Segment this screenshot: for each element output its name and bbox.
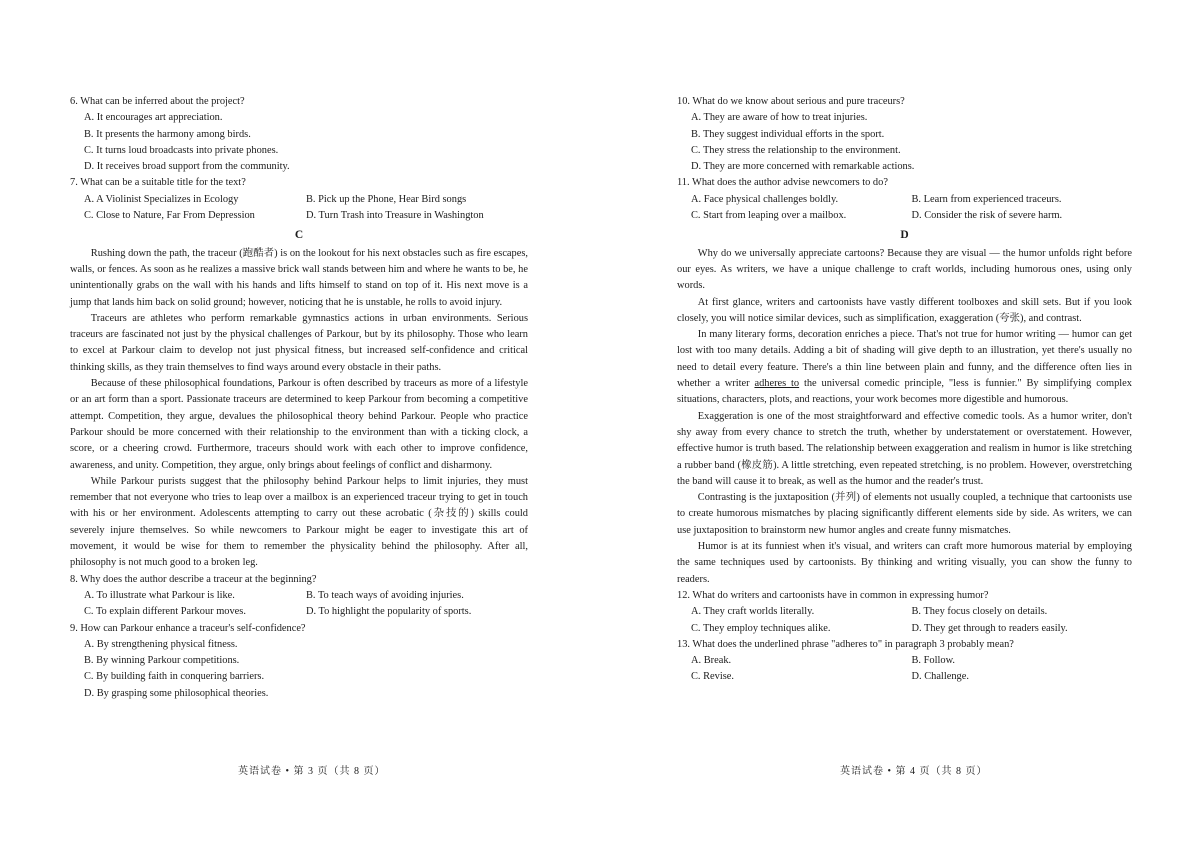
question-stem: 6. What can be inferred about the project? [70, 96, 245, 107]
option-d: D. By grasping some philosophical theories. [84, 687, 269, 699]
question-6 [70, 94, 528, 175]
paragraph-text: In many literary forms, decoration enriches a piece. That's not true for humor writing — humor can get lost with too many details. Adding a bit of shading will give depth to an illustration, yet there's usually no need to detail every feature. There's a thin line between plain and funny, and the difference often lies in whether a writer [677, 329, 1132, 390]
option-b: B. Learn from experienced traceurs. [911, 193, 1062, 205]
option-c: C. Start from leaping over a mailbox. [691, 210, 847, 222]
option-b: B. To teach ways of avoiding injuries. [306, 589, 464, 601]
option-a: A. It encourages art appreciation. [84, 112, 223, 124]
section-d [677, 227, 1132, 588]
option-a: A. Face physical challenges boldly. [691, 193, 839, 205]
option-c: C. To explain different Parkour moves. [84, 606, 246, 618]
passage-paragraph: Traceurs are athletes who perform remarkable gymnastics actions in urban environments. Serious traceurs are fascinated not just by the physical challenges of Parkour, but by its philosophy. Those who learn to excel at Parkour claim to develop not just physical fitness, but increased self-confidence and critical thinking skills, as they train themselves to find ways around every obstacle in their paths. [70, 312, 528, 373]
option-a: A. To illustrate what Parkour is like. [84, 589, 235, 601]
option-b: B. Pick up the Phone, Hear Bird songs [306, 193, 467, 205]
question-stem: 9. How can Parkour enhance a traceur's self-confidence? [70, 622, 306, 634]
question-stem: 7. What can be a suitable title for the text? [70, 177, 246, 189]
page-footer-left: 英语试卷 • 第 3 页（共 8 页） [238, 766, 386, 777]
passage-paragraph: At first glance, writers and cartoonists have vastly different toolboxes and skill sets. But if you look closely, you will notice similar devices, such as simplification, exaggeration (夸张), and contrast. [677, 296, 1132, 324]
option-d: D. To highlight the popularity of sports. [306, 606, 472, 618]
section-heading: D [900, 229, 909, 242]
page-footer-right: 英语试卷 • 第 4 页（共 8 页） [840, 766, 988, 777]
option-d: D. It receives broad support from the community. [84, 161, 290, 173]
passage-paragraph: Because of these philosophical foundations, Parkour is often described by traceurs as more of a lifestyle or an art form than a sport. Passionate traceurs are determined to keep Parkour from becoming a competitive attempt. Competition, they argue, devalues the philosophical theory behind Parkour. People who practice Parkour should be more concerned with their relationship to the environment than with a ticking clock, a score, or a cheering crowd. Furthermore, traceurs should work with each other to improve confidence, awareness, and unity. Competition, they argue, only brings about feelings of conflict and disharmony. [70, 378, 528, 471]
option-b: B. Follow. [911, 655, 955, 667]
question-12 [677, 588, 1132, 637]
option-d: D. They get through to readers easily. [911, 622, 1068, 634]
question-13 [677, 637, 1132, 686]
passage-paragraph: Rushing down the path, the traceur (跑酷者) is on the lookout for his next obstacles such as fire escapes, walls, or fences. As soon as he realizes a massive brick wall stands between him and where he wants to be, he unintentionally grabs on the wall with his hands and lifts himself to stand on top of it. His next move is a jump that lands him back on solid ground; however, noticing that he is unstable, he rolls to avoid injury. [70, 247, 528, 308]
option-a: A. They are aware of how to treat injuries. [691, 112, 868, 124]
right-page [677, 94, 1132, 686]
underlined-phrase: adheres to [754, 378, 800, 390]
question-8 [70, 572, 528, 621]
option-c: C. It turns loud broadcasts into private phones. [84, 144, 279, 156]
question-stem: 11. What does the author advise newcomers to do? [677, 177, 888, 189]
section-c [70, 227, 528, 571]
question-stem: 13. What does the underlined phrase "adheres to" in paragraph 3 probably mean? [677, 638, 1014, 650]
question-7 [70, 175, 528, 224]
passage-paragraph: Exaggeration is one of the most straightforward and effective comedic tools. As a humor writer, don't shy away from every chance to stretch the truth, whether by understatement or overstatement. However, effective humor is truth based. The relationship between exaggeration and realism in humor is like stretching a rubber band (橡皮筋). A little stretching, even repeated stretching, is no problem. However, overstretching the band will cause it to break, as well as the humor and the reader's trust. [677, 410, 1132, 487]
paragraph-text: the universal comedic principle, "less is funnier." By simplifying complex situations, characters, plots, and reactions, your work becomes more digestible and humorous. [677, 378, 1132, 406]
option-b: B. By winning Parkour competitions. [84, 655, 240, 667]
section-heading: C [294, 229, 304, 242]
option-b: B. It presents the harmony among birds. [84, 128, 251, 140]
option-a: A. A Violinist Specializes in Ecology [84, 193, 239, 205]
option-a: A. Break. [691, 655, 732, 667]
option-c: C. Revise. [691, 671, 735, 683]
option-b: B. They focus closely on details. [911, 606, 1048, 618]
option-d: D. They are more concerned with remarkable actions. [691, 161, 915, 173]
passage-paragraph-3 [677, 327, 1132, 408]
question-9 [70, 621, 528, 702]
passage-paragraph: Humor is at its funniest when it's visual, and writers can craft more humorous material by employing the same techniques used by cartoonists. By thinking and writing visually, you can show the funny to readers. [677, 541, 1132, 585]
question-stem: 12. What do writers and cartoonists have in common in expressing humor? [677, 589, 989, 601]
option-d: D. Turn Trash into Treasure in Washington [306, 210, 484, 222]
passage-paragraph: While Parkour purists suggest that the philosophy behind Parkour helps to limit injuries, they must remember that not everyone who tries to leap over a mailbox is an experienced traceur trying to get in touch with his or her environment. Adolescents attempting to carry out these acrobatic (杂技的) skills could severely injure themselves. So while newcomers to Parkour might be eager to investigate this art of movement, it would be wise for them to remember the physicality behind the philosophy. After all, philosophy is not much good to a broken leg. [70, 475, 528, 569]
option-d: D. Challenge. [911, 671, 969, 683]
option-a: A. They craft worlds literally. [691, 606, 815, 618]
passage-paragraph: Why do we universally appreciate cartoons? Because they are visual — the humor unfolds right before our eyes. As writers, we have a unique challenge to craft worlds, including humorous ones, using only words. [677, 247, 1132, 292]
passage-paragraph: Contrasting is the juxtaposition (并列) of elements not usually coupled, a technique that cartoonists use to create humorous mismatches by placing significantly different elements side by side. As writers, we can use juxtaposition to brainstorm new humor angles and create funny mismatches. [677, 492, 1132, 536]
left-page [70, 94, 528, 702]
option-c: C. They stress the relationship to the environment. [691, 144, 901, 156]
option-c: C. Close to Nature, Far From Depression [84, 210, 255, 222]
question-10 [677, 94, 1132, 175]
option-a: A. By strengthening physical fitness. [84, 638, 238, 650]
question-stem: 10. What do we know about serious and pure traceurs? [677, 96, 905, 107]
option-c: C. They employ techniques alike. [691, 622, 831, 634]
question-stem: 8. Why does the author describe a traceur at the beginning? [70, 573, 317, 585]
option-c: C. By building faith in conquering barriers. [84, 671, 265, 683]
option-b: B. They suggest individual efforts in the sport. [691, 128, 885, 140]
option-d: D. Consider the risk of severe harm. [911, 210, 1063, 222]
question-11 [677, 175, 1132, 224]
